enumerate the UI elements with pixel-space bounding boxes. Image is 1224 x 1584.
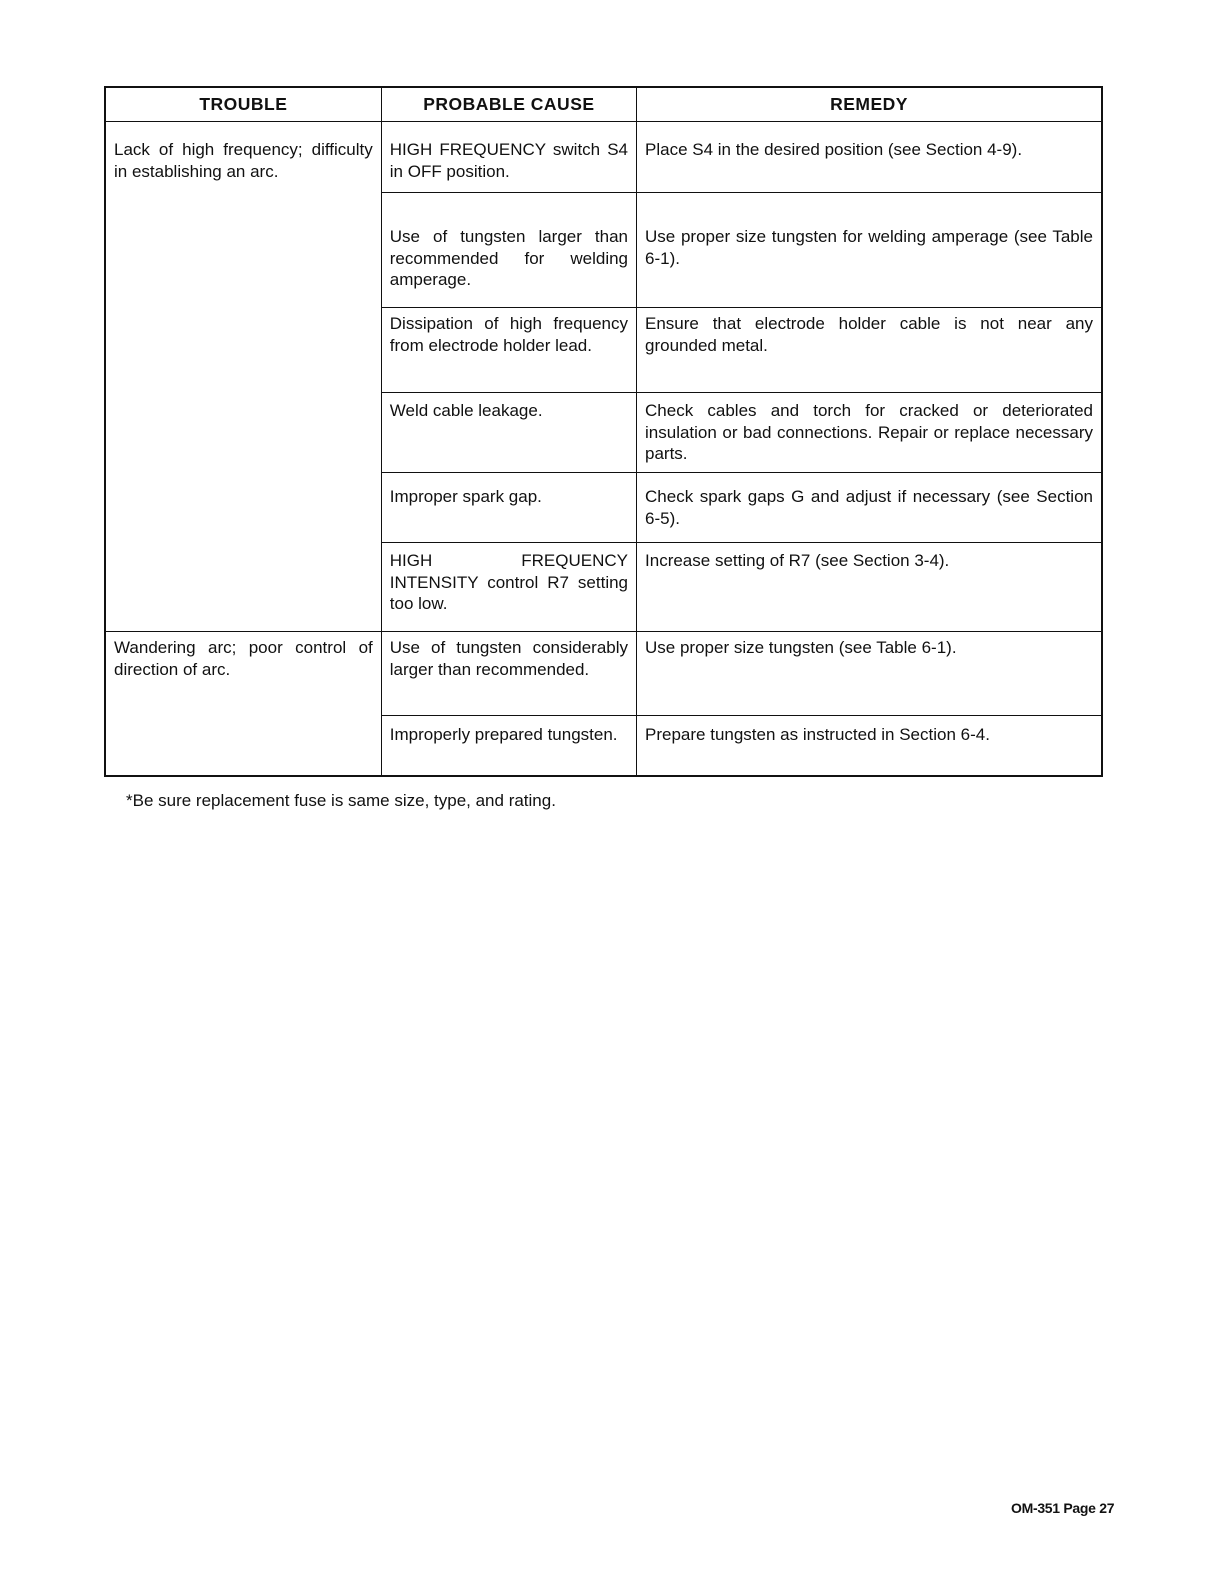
remedy-cell — [637, 716, 1102, 776]
footnote: *Be sure replacement fuse is same size, type, and rating. — [126, 791, 556, 810]
troubleshooting-table — [104, 86, 1103, 777]
cause-text: Weld cable leakage. — [389, 401, 543, 420]
remedy-cell — [637, 393, 1102, 473]
header-probable-cause: PROBABLE CAUSE — [381, 87, 636, 122]
remedy-text: Use proper size tungsten for welding amperage (see Table 6-1). — [645, 227, 1093, 268]
trouble-cell — [105, 632, 381, 776]
remedy-text: Check spark gaps G and adjust if necessary (see Section 6-5). — [645, 487, 1093, 528]
remedy-cell — [637, 543, 1102, 632]
remedy-cell — [637, 308, 1102, 393]
cause-text: HIGH FREQUENCY switch S4 in OFF position. — [389, 140, 629, 181]
table-header-row — [105, 87, 1102, 122]
page-number: OM-351 Page 27 — [1011, 1500, 1115, 1516]
remedy-text: Ensure that electrode holder cable is not near any grounded metal. — [645, 314, 1093, 355]
cause-cell — [381, 716, 636, 776]
cause-cell — [381, 632, 636, 716]
cause-cell — [381, 543, 636, 632]
remedy-cell — [637, 122, 1102, 193]
remedy-text: Prepare tungsten as instructed in Section 6-4. — [645, 725, 990, 744]
remedy-text: Check cables and torch for cracked or deteriorated insulation or bad connections. Repair or replace necessary parts. — [645, 401, 1093, 463]
cause-cell — [381, 393, 636, 473]
cause-text: Improper spark gap. — [389, 487, 542, 506]
cause-text: Dissipation of high frequency from electrode holder lead. — [389, 314, 629, 355]
cause-text: HIGH FREQUENCY INTENSITY control R7 setting too low. — [389, 551, 629, 613]
remedy-cell — [637, 193, 1102, 308]
cause-text: Use of tungsten larger than recommended for welding amperage. — [389, 227, 629, 289]
table-row — [105, 122, 1102, 193]
cause-text: Improperly prepared tungsten. — [389, 725, 618, 744]
cause-cell — [381, 193, 636, 308]
cause-text: Use of tungsten considerably larger than recommended. — [389, 638, 629, 679]
remedy-text: Place S4 in the desired position (see Section 4-9). — [645, 140, 1023, 159]
cause-cell — [381, 122, 636, 193]
remedy-text: Use proper size tungsten (see Table 6-1). — [645, 638, 957, 657]
table-row — [105, 632, 1102, 716]
remedy-cell — [637, 473, 1102, 543]
header-trouble: TROUBLE — [105, 87, 381, 122]
cause-cell — [381, 473, 636, 543]
remedy-text: Increase setting of R7 (see Section 3-4). — [645, 551, 950, 570]
trouble-cell — [105, 122, 381, 632]
remedy-cell — [637, 632, 1102, 716]
header-remedy: REMEDY — [637, 87, 1102, 122]
cause-cell — [381, 308, 636, 393]
trouble-text: Lack of high frequency; difficulty in establishing an arc. — [114, 140, 373, 181]
trouble-text: Wandering arc; poor control of direction of arc. — [114, 638, 373, 679]
